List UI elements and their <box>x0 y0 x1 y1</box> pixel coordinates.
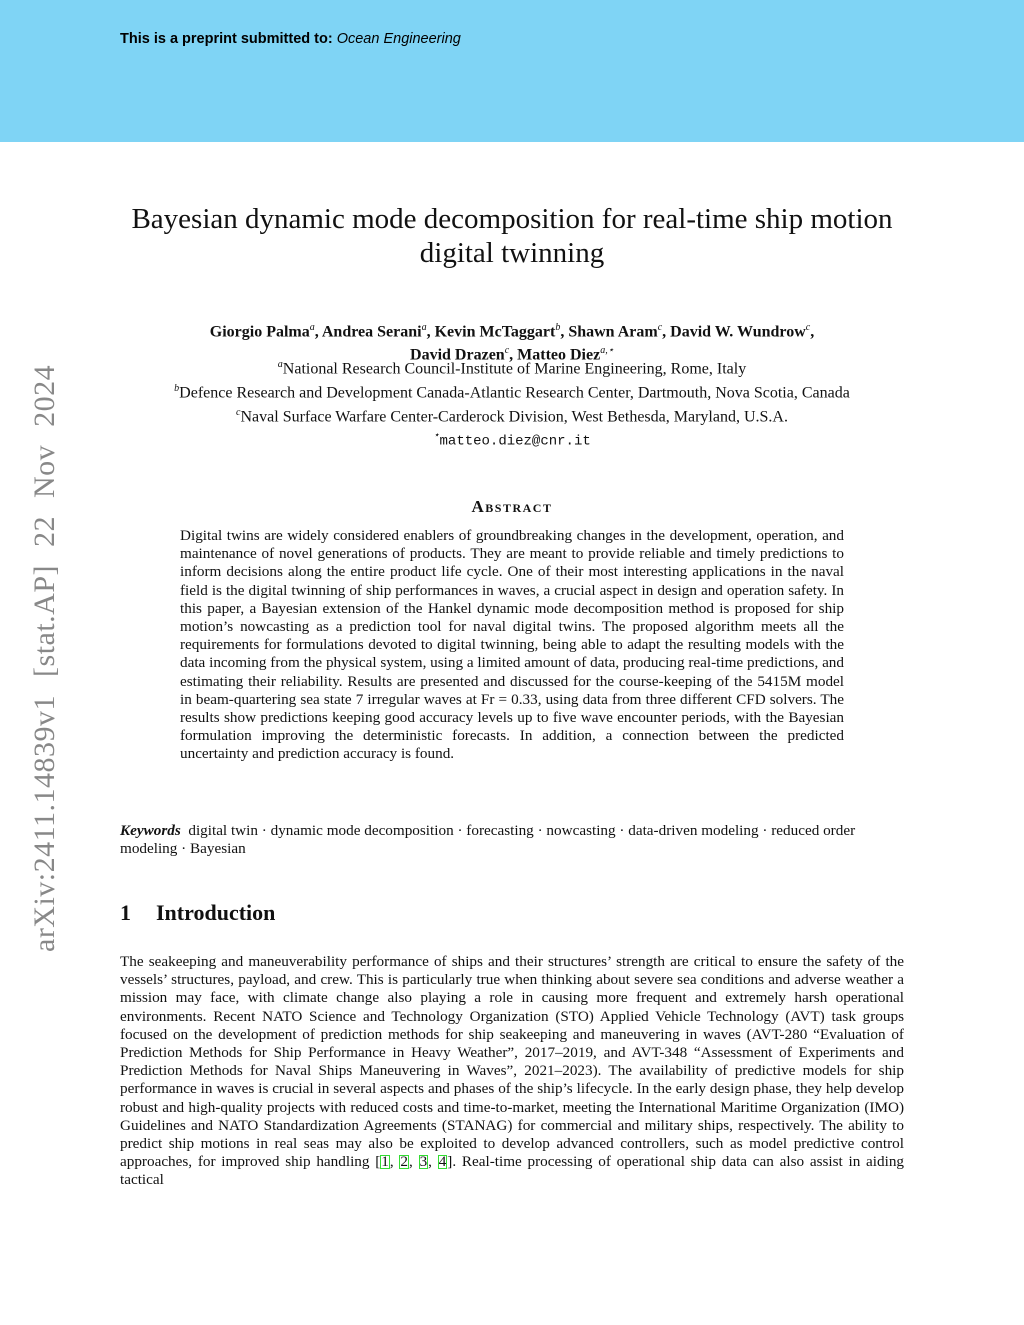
preprint-notice <box>120 31 461 47</box>
keywords <box>120 822 904 858</box>
author-sup: c <box>805 322 811 333</box>
author-name: Giorgio Palma <box>209 323 310 341</box>
arxiv-identifier[interactable]: arXiv:2411.14839v1 [stat.AP] 22 Nov 2024 <box>28 364 61 952</box>
affiliation <box>120 379 904 403</box>
email-link[interactable]: matteo.diez@cnr.it <box>439 433 591 450</box>
affiliation <box>120 403 904 427</box>
author-sup: b <box>555 322 561 333</box>
abstract-heading: Abstract <box>471 497 553 516</box>
affiliation-sup: b <box>174 382 180 394</box>
keywords-label: Keywords <box>120 822 181 839</box>
keywords-text: digital twin · dynamic mode decomposition · forecasting · nowcasting · data-driven modeling · reduced order modeling · Bayesian <box>120 822 856 858</box>
paragraph-text: ]. Real-time processing of operational ship data can also assist in aiding tactical <box>120 1153 905 1189</box>
citation-link[interactable]: 3 <box>419 1153 428 1171</box>
abstract-text: Digital twins are widely considered enablers of groundbreaking changes in the development, operation, and maintenance of novel generations of products. They are meant to provide reliable and timely predictions to inform decisions along the entire product life cycle. One of their most interesting applications in the naval field is the digital twinning of ship performances in waves, a crucial aspect in design and operation safety. In this paper, a Bayesian extension of the Hankel dynamic mode decomposition method is proposed for ship motion’s nowcasting as a prediction tool for naval digital twins. The proposed algorithm meets all the requirements for formulations devoted to digital twinning, being able to adapt the resulting models with the data incoming from the physical system, using a limited amount of data, producing real-time predictions, and estimating their reliability. Results are presented and discussed for the course-keeping of the 5415M model in beam-quartering sea state 7 irregular waves at Fr = 0.33, using data from three different CFD solvers. The results show predictions keeping good accuracy levels up to five wave encounter periods, with the Bayesian formulation improving the deterministic forecasts. In addition, a connection between the predicted uncertainty and prediction accuracy is found. <box>180 527 844 763</box>
section-title: Introduction <box>156 900 276 925</box>
author-sup: a,⋆ <box>600 345 614 357</box>
introduction-paragraph: The seakeeping and maneuverability performance of ships and their structures’ strength are critical to ensure the safety of the vessels’ structures, payload, and crew. This is particularly true when thinking about severe sea conditions and adverse weather a mission may face, with climate change also playing a role in causing more frequent and extremely harsh operational environments. Recent NATO Science and Technology Organization (STO) Applied Vehicle Technology (AVT) task groups focused on the development of prediction methods for ship seakeeping and maneuvering in waves (AVT-280 “Evaluation of Prediction Methods for Ship Performance in Heavy Weather”, 2017–2019, and AVT-348 “Assessment of Experiments and Prediction Methods for Naval Ships Maneuvering in Waves”, 2021–2023). The availability of predictive models for ship performance in waves is crucial in several aspects and phases of the ship’s lifecycle. In the early design phase, they help develop robust and high-quality projects with reduced costs and time-to-market, meeting the International Maritime Organization (IMO) Guidelines and NATO Standardization Agreements (STANAG) for commercial and military ships, respectively. The ability to predict ship motions in real seas may also be exploited to develop advanced controllers, such as model predictive control approaches, for improved ship handling [1, 2, 3, 4]. Real-time processing of operational ship data can also assist in aiding tactical <box>120 953 905 1189</box>
author-name: Matteo Diez <box>517 346 601 364</box>
email-mark: ⋆ <box>433 430 440 442</box>
citation-link[interactable]: 1 <box>381 1153 389 1171</box>
author-name: David W. Wundrow <box>670 323 806 341</box>
affiliation-text: Defence Research and Development Canada-Atlantic Research Center, Dartmouth, Nova Scotia, Canada <box>179 384 850 402</box>
author-name: Shawn Aram <box>568 323 658 341</box>
affiliation-text: Naval Surface Warfare Center-Carderock Division, West Bethesda, Maryland, U.S.A. <box>240 407 788 425</box>
citation-link[interactable]: 2 <box>400 1153 409 1171</box>
paper-title: Bayesian dynamic mode decomposition for real-time ship motion digital twinning <box>131 203 893 269</box>
affiliation-sup: a <box>277 359 283 370</box>
paragraph-text: The seakeeping and maneuverability performance of ships and their structures’ strength are critical to ensure the safety of the vessels’ structures, payload, and crew. This is particularly true when thinking about severe sea conditions and adverse weather a mission may face, with climate change also playing a role in causing more frequent and extremely harsh operational environments. Recent NATO Science and Technology Organization (STO) Applied Vehicle Technology (AVT) task groups focused on the development of prediction methods for ship seakeeping and maneuvering in waves (AVT-280 “Evaluation of Prediction Methods for Ship Performance in Heavy Weather”, 2017–2019, and AVT-348 “Assessment of Experiments and Prediction Methods for Naval Ships Maneuvering in Waves”, 2021–2023). The availability of predictive models for ship performance in waves is crucial in several aspects and phases of the ship’s lifecycle. In the early design phase, they help develop robust and high-quality projects with reduced costs and time-to-market, meeting the International Maritime Organization (IMO) Guidelines and NATO Standardization Agreements (STANAG) for commercial and military ships, respectively. The ability to predict ship motions in real seas may also be exploited to develop advanced controllers, such as model predictive control approaches, for improved ship handling [ <box>120 953 904 1171</box>
author-sup: c <box>657 322 663 333</box>
affiliation-text: National Research Council-Institute of Marine Engineering, Rome, Italy <box>282 360 747 378</box>
citation-link[interactable]: 4 <box>438 1153 447 1171</box>
section-number: 1 <box>120 900 131 925</box>
affiliation-list <box>120 355 904 452</box>
author-name: David Drazen <box>410 346 505 364</box>
affiliation-sup: c <box>236 406 241 418</box>
journal-name: Ocean Engineering <box>336 31 461 47</box>
preprint-banner <box>0 0 1024 142</box>
author-sup: a <box>309 322 315 333</box>
affiliation <box>120 355 904 379</box>
author-list: Giorgio Palma$^a$, Andrea Serani$^a$, Kevin McTaggart$^b$, Shawn Aram$^c$, David W. Wundrow$^c$, David Drazen$^c$, Matteo Diez$^{a,⋆}$ <box>209 322 815 364</box>
corresponding-email <box>120 426 904 452</box>
author-sup: a <box>421 322 427 333</box>
section-heading <box>120 900 275 926</box>
author-sup: c <box>504 345 510 357</box>
preprint-prefix: This is a preprint submitted to: <box>120 31 333 47</box>
author-name: Kevin McTaggart <box>434 323 556 341</box>
author-name: Andrea Serani <box>321 323 422 341</box>
